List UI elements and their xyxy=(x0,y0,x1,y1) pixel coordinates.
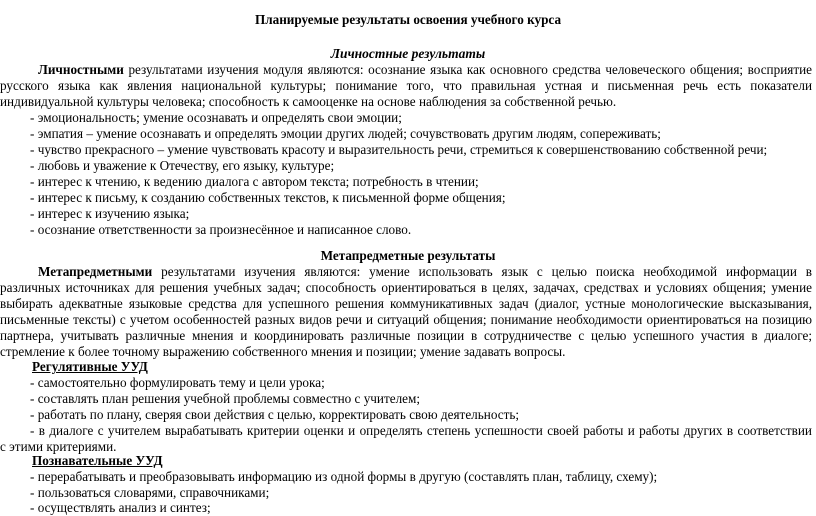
personal-item: - эмпатия – умение осознавать и определять эмоции других людей; сочувствовать другим людям, сопереживать; xyxy=(30,126,661,141)
meta-intro-line-6: стремление к более точному выражению собственного мнения и позиции; умение задавать вопросы. xyxy=(0,344,566,359)
personal-item: - интерес к чтению, к ведению диалога с автором текста; потребность в чтении; xyxy=(30,174,479,189)
regulatory-item-4-line-2: с этими критериями. xyxy=(0,439,117,454)
personal-intro-bold: Личностными xyxy=(38,62,124,77)
meta-intro-line-5: партнера, учитывать различные мнения и координировать различные позиции в сотрудничестве с целью успешного участия в диалоге; xyxy=(0,328,812,343)
meta-intro-text: результатами изучения являются: умение использовать язык с целью поиска необходимой информации в xyxy=(161,264,812,279)
regulatory-item-4-line-1: - в диалоге с учителем вырабатывать критерии оценки и определять степень успешности своей работы и работы других в соответствии xyxy=(30,423,812,438)
personal-item: - чувство прекрасного – умение чувствовать красоту и выразительность речи, стремиться к совершенствованию собственной речи; xyxy=(30,142,768,157)
meta-intro-line-2: различных источниках для решения учебных задач; способность ориентироваться в целях, задачах, средствах и условиях общения; умение xyxy=(0,280,812,295)
personal-item: - осознание ответственности за произнесённое и написанное слово. xyxy=(30,222,412,237)
meta-heading: Метапредметные результаты xyxy=(320,248,496,263)
personal-heading: Личностные результаты xyxy=(330,46,486,61)
personal-item: - любовь и уважение к Отечеству, его языку, культуре; xyxy=(30,158,335,173)
cognitive-heading: Познавательные УУД xyxy=(32,453,163,468)
regulatory-heading: Регулятивные УУД xyxy=(32,359,148,374)
personal-intro-text: результатами изучения модуля являются: осознание языка как основного средства человеческого общения; восприятие xyxy=(128,62,812,77)
meta-intro-bold: Метапредметными xyxy=(38,264,153,279)
meta-intro-line-4: письменные тексты) с учетом особенностей разных видов речи и ситуаций общения; понимание необходимости ориентироваться на позицию xyxy=(0,312,812,327)
personal-intro-line-2: русского языка как явления национальной культуры; понимание того, что правильная устная и письменная речь есть показатели xyxy=(0,78,812,93)
personal-item: - эмоциональность; умение осознавать и определять свои эмоции; xyxy=(30,110,402,125)
personal-intro-line-1 xyxy=(0,62,812,78)
meta-intro-line-1 xyxy=(0,264,812,280)
cognitive-item: - перерабатывать и преобразовывать информацию из одной формы в другую (составлять план, таблицу, схему); xyxy=(30,469,658,484)
meta-intro-line-3: выбирать адекватные языковые средства для успешного решения коммуникативных задач (диалог, устные монологические высказывания, xyxy=(0,296,812,311)
personal-item: - интерес к изучению языка; xyxy=(30,206,190,221)
cognitive-item: - осуществлять анализ и синтез; xyxy=(30,500,211,515)
personal-item: - интерес к письму, к созданию собственных текстов, к письменной форме общения; xyxy=(30,190,506,205)
page-title: Планируемые результаты освоения учебного курса xyxy=(254,12,562,27)
regulatory-item: - работать по плану, сверяя свои действия с целью, корректировать свою деятельность; xyxy=(30,407,520,422)
personal-intro-line-3: индивидуальной культуры человека; способность к самооценке на основе наблюдения за собственной речью. xyxy=(0,94,617,109)
regulatory-item: - самостоятельно формулировать тему и цели урока; xyxy=(30,375,325,390)
cognitive-item: - пользоваться словарями, справочниками; xyxy=(30,485,270,500)
regulatory-item: - составлять план решения учебной проблемы совместно с учителем; xyxy=(30,391,421,406)
